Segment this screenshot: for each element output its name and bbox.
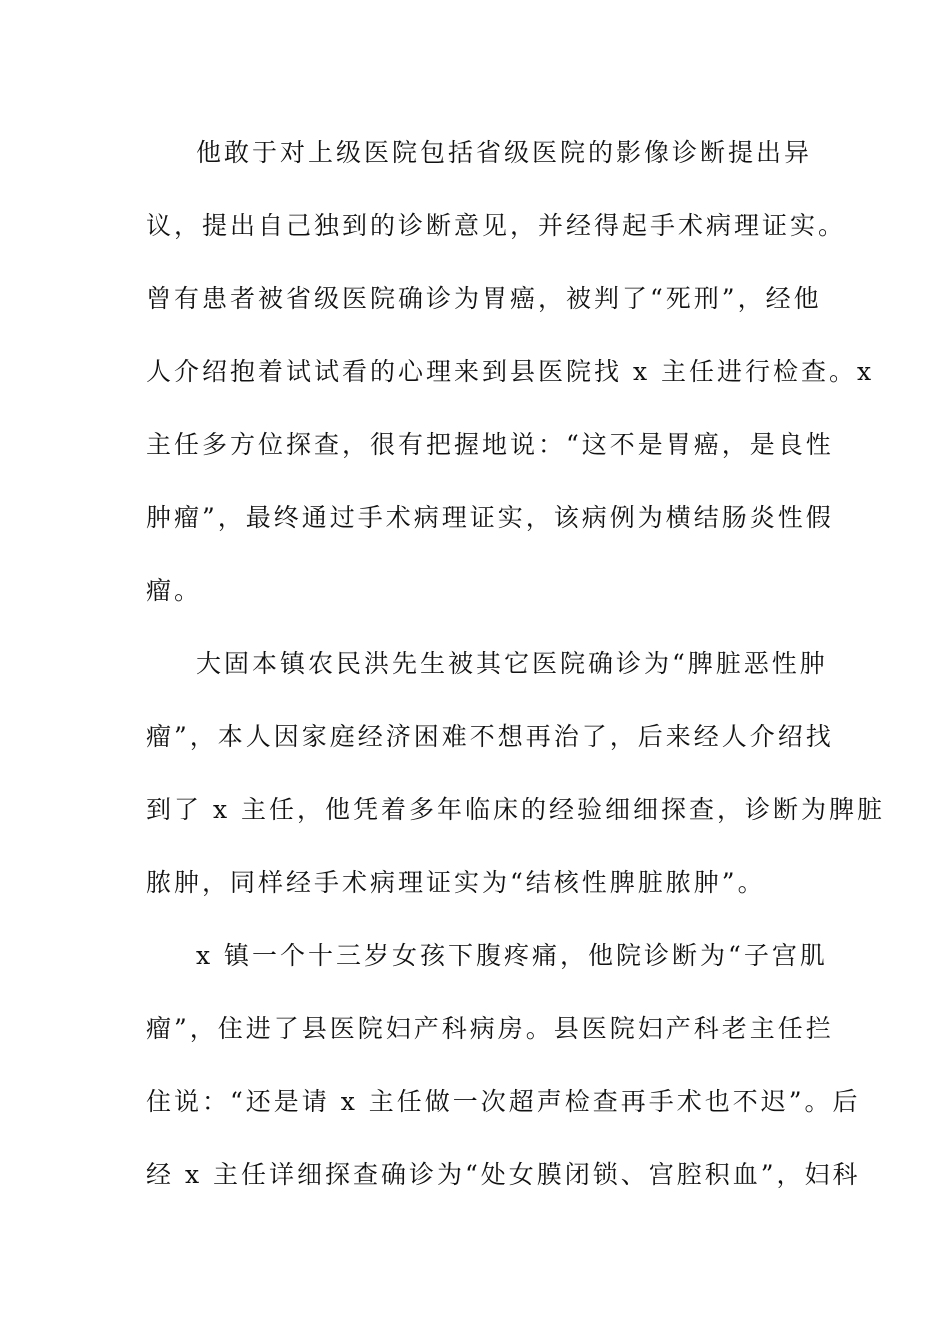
text-line: 瘤”，本人因家庭经济困难不想再治了，后来经人介绍找 bbox=[146, 722, 834, 751]
text-line: 主任多方位探查，很有把握地说：“这不是胃癌，是良性 bbox=[146, 430, 834, 459]
text-line: 他敢于对上级医院包括省级医院的影像诊断提出异 bbox=[196, 138, 813, 167]
text-line: 脓肿，同样经手术病理证实为“结核性脾脏脓肿”。 bbox=[146, 868, 766, 897]
text-line: 人介绍抱着试试看的心理来到县医院找 x 主任进行检查。x bbox=[146, 357, 875, 386]
text-line: 大固本镇农民洪先生被其它医院确诊为“脾脏恶性肿 bbox=[196, 649, 828, 678]
text-line: 瘤。 bbox=[146, 576, 203, 605]
text-line: 到了 x 主任，他凭着多年临床的经验细细探查，诊断为脾脏 bbox=[146, 795, 885, 824]
text-line: 瘤”，住进了县医院妇产科病房。县医院妇产科老主任拦 bbox=[146, 1014, 834, 1043]
text-line: 肿瘤”，最终通过手术病理证实，该病例为横结肠炎性假 bbox=[146, 503, 834, 532]
text-line: 经 x 主任详细探查确诊为“处女膜闭锁、宫腔积血”，妇科 bbox=[146, 1160, 861, 1189]
text-line: 曾有患者被省级医院确诊为胃癌，被判了“死刑”，经他 bbox=[146, 284, 822, 313]
text-line: x 镇一个十三岁女孩下腹疼痛，他院诊断为“子宫肌 bbox=[196, 941, 828, 970]
text-line: 议，提出自己独到的诊断意见，并经得起手术病理证实。 bbox=[146, 211, 847, 240]
text-line: 住说：“还是请 x 主任做一次超声检查再手术也不迟”。后 bbox=[146, 1087, 861, 1116]
